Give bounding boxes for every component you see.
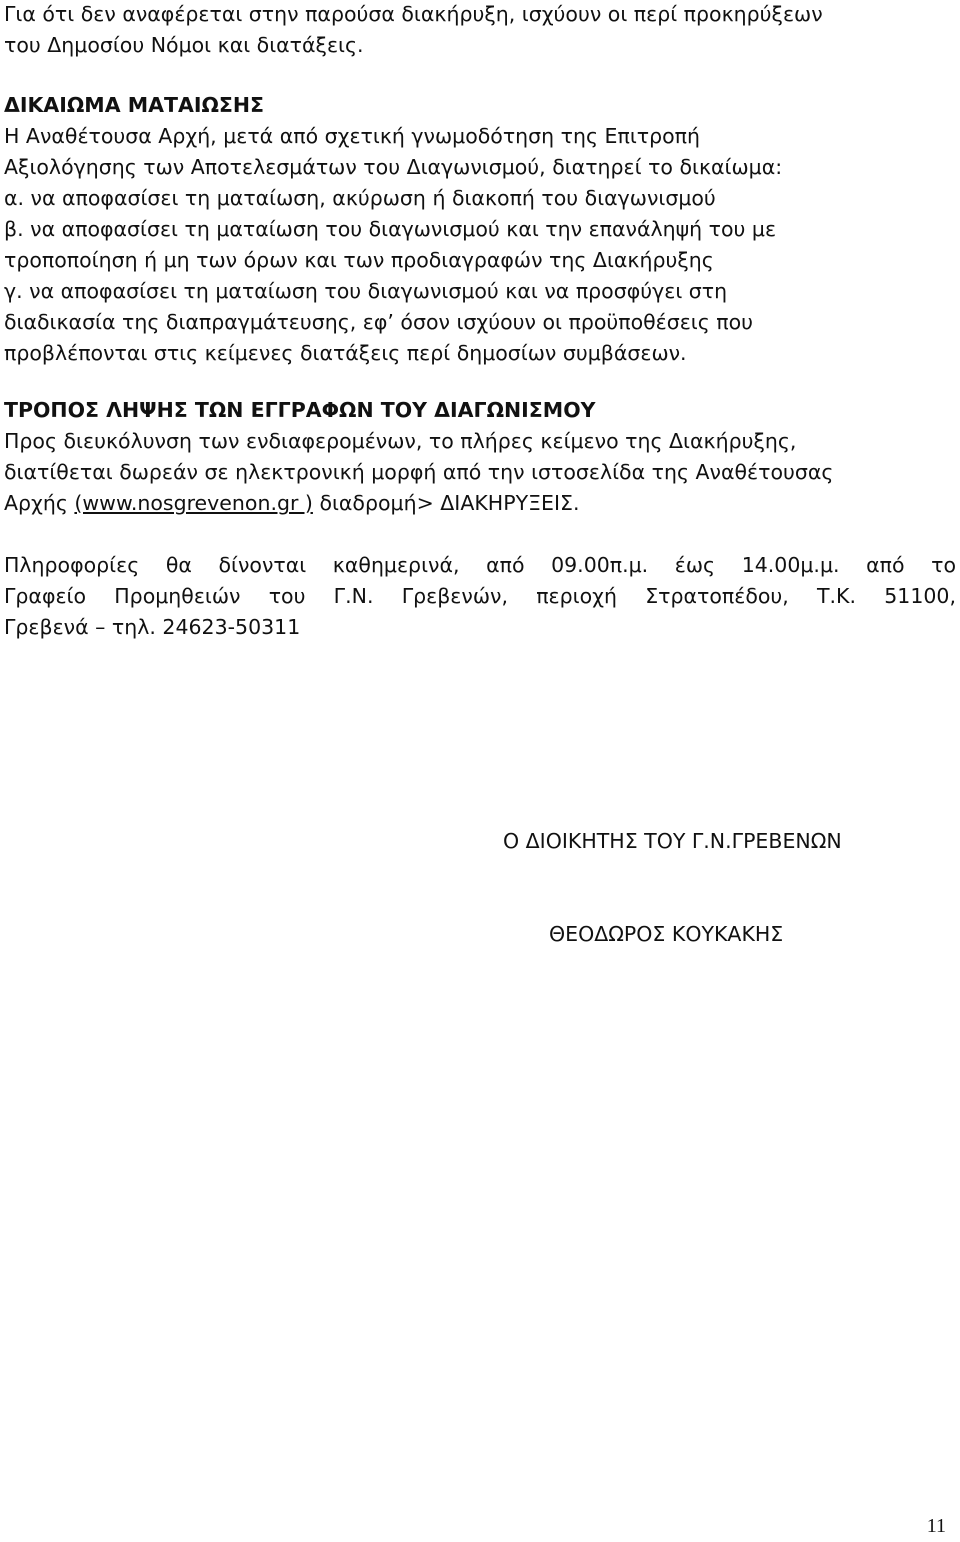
list-item-a: α. να αποφασίσει τη ματαίωση, ακύρωση ή διακοπή του διαγωνισμού [4,186,716,210]
list-item-c: γ. να αποφασίσει τη ματαίωση του διαγωνισμού και να προσφύγει στη [4,279,728,303]
info-line: Γραφείο Προμηθειών του Γ.Ν. Γρεβενών, περιοχή Στρατοπέδου, Τ.Κ. 51100, [4,584,956,608]
list-item-b: β. να αποφασίσει τη ματαίωση του διαγωνισμού και την επανάληψή του με [4,217,777,241]
signature-name: ΘΕΟΔΩΡΟΣ ΚΟΥΚΑΚΗΣ [549,922,784,946]
list-item-c-cont: διαδικασία της διαπραγμάτευσης, εφ’ όσον ισχύουν οι προϋποθέσεις που [4,310,754,334]
signature-title: Ο ΔΙΟΙΚΗΤΗΣ ΤΟΥ Γ.Ν.ΓΡΕΒΕΝΩΝ [503,829,842,853]
website-link[interactable]: (www.nosgrevenon.gr ) [74,491,313,515]
cancellation-section [4,90,956,369]
info-line: Γρεβενά – τηλ. 24623-50311 [4,615,301,639]
info-line: Πληροφορίες θα δίνονται καθημερινά, από 09.00π.μ. έως 14.00μ.μ. από το [4,553,956,577]
documents-line: Προς διευκόλυνση των ενδιαφερομένων, το πλήρες κείμενο της Διακήρυξης, [4,429,797,453]
cancellation-heading: ΔΙΚΑΙΩΜΑ ΜΑΤΑΙΩΣΗΣ [4,93,265,117]
documents-suffix: διαδρομή> ΔΙΑΚΗΡΥΞΕΙΣ. [312,491,580,515]
documents-line: διατίθεται δωρεάν σε ηλεκτρονική μορφή από την ιστοσελίδα της Αναθέτουσας [4,460,834,484]
intro-line: του Δημοσίου Νόμοι και διατάξεις. [4,33,364,57]
info-paragraph [4,550,956,643]
documents-section [4,395,956,519]
documents-prefix: Αρχής [4,491,75,515]
intro-paragraph [4,0,956,61]
documents-heading: ΤΡΟΠΟΣ ΛΗΨΗΣ ΤΩΝ ΕΓΓΡΑΦΩΝ ΤΟΥ ΔΙΑΓΩΝΙΣΜΟΥ [4,398,596,422]
intro-line: Για ότι δεν αναφέρεται στην παρούσα διακήρυξη, ισχύουν οι περί προκηρύξεων [4,2,823,26]
page-number: 11 [926,1515,946,1537]
cancellation-line: Η Αναθέτουσα Αρχή, μετά από σχετική γνωμοδότηση της Επιτροπή [4,124,701,148]
list-item-b-cont: τροποποίηση ή μη των όρων και των προδιαγραφών της Διακήρυξης [4,248,714,272]
list-item-c-cont: προβλέπονται στις κείμενες διατάξεις περί δημοσίων συμβάσεων. [4,341,687,365]
documents-line [4,488,956,519]
cancellation-line: Αξιολόγησης των Αποτελεσμάτων του Διαγωνισμού, διατηρεί το δικαίωμα: [4,155,783,179]
